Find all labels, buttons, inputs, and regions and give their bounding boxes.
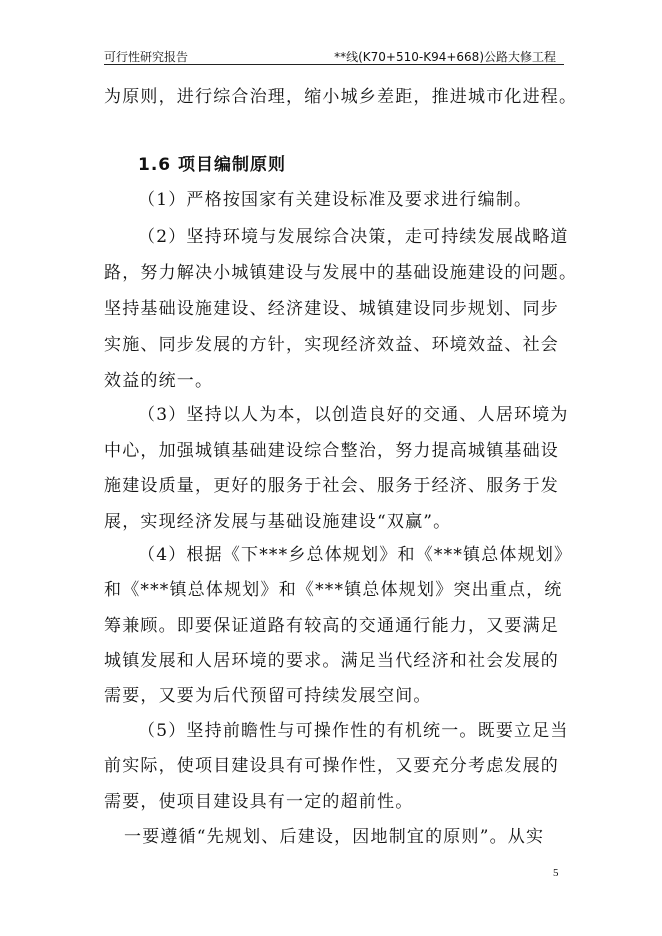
paragraph-line: 需要，又要为后代预留可持续发展空间。 [104,686,432,706]
paragraph-line: 路，努力解决小城镇建设与发展中的基础设施建设的问题。 [104,263,578,283]
document-type-label: 可行性研究报告 [104,50,189,64]
page-header [104,42,564,65]
paragraph-line: 一要遵循“先规划、后建设，因地制宜的原则”。从实 [124,827,545,847]
paragraph-line: 实施、同步发展的方针，实现经济效益、环境效益、社会 [104,335,559,355]
paragraph-line: 需要，使项目建设具有一定的超前性。 [104,792,414,812]
paragraph-line: 城镇发展和人居环境的要求。满足当代经济和社会发展的 [104,651,559,671]
paragraph-line: （1）严格按国家有关建设标准及要求进行编制。 [138,190,533,210]
project-title-label: **线(K70+510-K94+668)公路大修工程 [334,50,556,64]
paragraph-line: 筹兼顾。即要保证道路有较高的交通通行能力，又要满足 [104,616,559,636]
paragraph-line: 坚持基础设施建设、经济建设、城镇建设同步规划、同步 [104,299,559,319]
paragraph-line: 中心，加强城镇基础建设综合整治，努力提高城镇基础设 [104,441,559,461]
section-heading: 1.6 项目编制原则 [138,155,287,175]
paragraph-line: 效益的统一。 [104,371,214,391]
paragraph-line: 和《***镇总体规划》和《***镇总体规划》突出重点，统 [104,580,563,600]
paragraph-line: 前实际，使项目建设具有可操作性，又要充分考虑发展的 [104,756,559,776]
paragraph-line: 施建设质量，更好的服务于社会、服务于经济、服务于发 [104,476,559,496]
paragraph-line: 展，实现经济发展与基础设施建设“双赢”。 [104,512,452,532]
paragraph-line: （3）坚持以人为本，以创造良好的交通、人居环境为 [138,405,569,425]
paragraph-line: （4）根据《下***乡总体规划》和《***镇总体规划》 [138,545,573,565]
page-number: 5 [553,867,559,879]
paragraph-line: （2）坚持环境与发展综合决策，走可持续发展战略道 [138,227,569,247]
paragraph-line: （5）坚持前瞻性与可操作性的有机统一。既要立足当 [138,721,569,741]
continuation-line: 为原则，进行综合治理，缩小城乡差距，推进城市化进程。 [104,87,578,107]
